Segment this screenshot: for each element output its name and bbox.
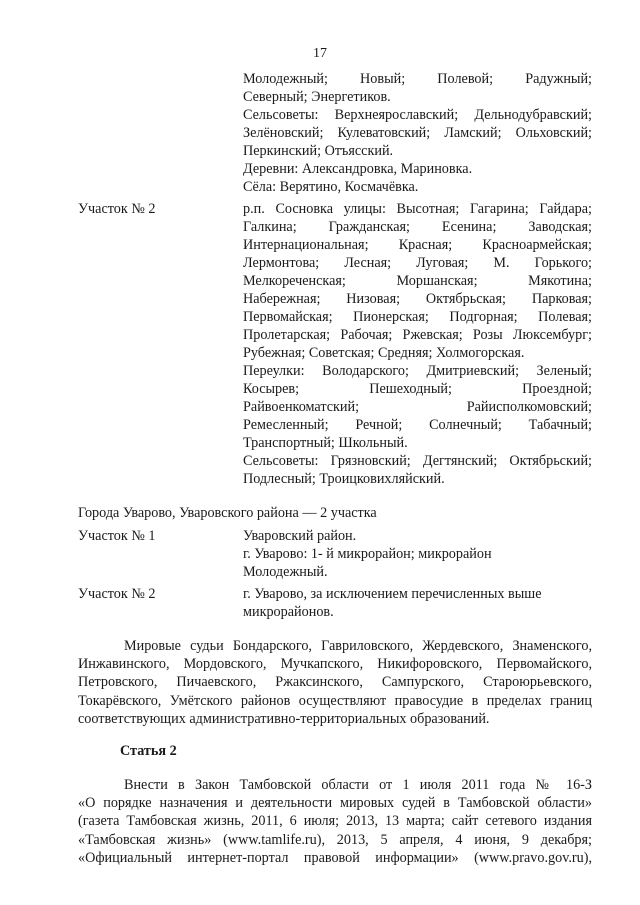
uvarovo-heading: Города Уварово, Уваровского района — 2 участка [78,505,377,521]
paragraph-line: «Официальный интернет-портал правовой информации» (www.pravo.gov.ru), [78,849,592,866]
page-number: 17 [313,46,327,61]
text-line: микрорайонов. [243,604,334,620]
text-line: Молодежный. [243,564,328,580]
text-line: Уваровский район. [243,528,357,544]
text-line: г. Уварово: 1- й микрорайон; микрорайон [243,546,492,562]
text-line: Северный; Энергетиков. [243,89,391,105]
text-line: Переулки: Володарского; Дмитриевский; Зеленый; [243,363,592,379]
text-line: Пролетарская; Рабочая; Ржевская; Розы Люксембург; [243,327,592,343]
top-continuation-block [243,70,592,196]
text-line: Ремесленный; Речной; Солнечный; Табачный; [243,417,592,433]
paragraph-line: Петровского, Пичаевского, Ржаксинского, Сампурского, Староюрьевского, [78,674,592,691]
article-title: Статья 2 [120,743,177,759]
text-line: Первомайская; Пионерская; Подгорная; Полевая; [243,309,592,325]
paragraph-line: Внести в Закон Тамбовской области от 1 июля 2011 года № 16-З [124,777,592,793]
paragraph-line: «Тамбовская жизнь» (www.tamlife.ru), 2013, 5 апреля, 4 июня, 9 декабря; [78,831,592,848]
justices-paragraph [78,637,592,728]
text-line: Молодежный; Новый; Полевой; Радужный; [243,71,592,87]
paragraph-line: «О порядке назначения и деятельности мировых судей в Тамбовской области» [78,795,592,812]
text-line: г. Уварово, за исключением перечисленных выше [243,586,542,602]
text-line: Перкинский; Отъясский. [243,143,394,159]
paragraph-line: соответствующих административно-территориальных образований. [78,710,490,727]
text-line: Райвоенкоматский; Райисполкомовский; [243,399,592,415]
text-line: Сельсоветы: Грязновский; Дегтянский; Октябрьский; [243,453,592,469]
text-line: Зелёновский; Кулеватовский; Ламский; Ольховский; [243,125,592,141]
text-line: Лермонтова; Лесная; Луговая; М. Горького; [243,255,592,271]
text-line: Подлесный; Троицковихляйский. [243,471,445,487]
text-line: Мелкореченская; Моршанская; Мякотина; [243,273,592,289]
uchastok-2-label: Участок № 2 [78,201,156,217]
amendment-paragraph [78,776,592,867]
paragraph-line: Токарёвского, Умётского районов осуществляют правосудие в пределах границ [78,692,592,709]
uvarovo-uchastok-2-label: Участок № 2 [78,586,156,602]
uchastok-2-streets-block [243,200,592,488]
paragraph-line: Мировые судьи Бондарского, Гавриловского, Жердевского, Знаменского, [124,638,592,654]
text-line: Транспортный; Школьный. [243,435,408,451]
uvarovo-uchastok-1-label: Участок № 1 [78,528,156,544]
text-line: Набережная; Низовая; Октябрьская; Парковая; [243,291,592,307]
paragraph-line: Инжавинского, Мордовского, Мучкапского, Никифоровского, Первомайского, [78,656,592,673]
paragraph-line: (газета Тамбовская жизнь, 2011, 6 июля; 2013, 13 марта; сайт сетевого издания [78,813,592,830]
uvarovo-uchastok-1-block [243,527,592,581]
text-line: Сёла: Верятино, Космачёвка. [243,179,419,195]
text-line: Интернациональная; Красная; Красноармейская; [243,237,592,253]
text-line: Косырев; Пешеходный; Проездной; [243,381,592,397]
uvarovo-uchastok-2-block [243,585,592,621]
text-line: Рубежная; Советская; Средняя; Холмогорская. [243,345,525,361]
text-line: Сельсоветы: Верхнеярославский; Дельнодубравский; [243,107,592,123]
text-line: Деревни: Александровка, Мариновка. [243,161,473,177]
text-line: р.п. Сосновка улицы: Высотная; Гагарина; Гайдара; [243,201,592,217]
text-line: Галкина; Гражданская; Есенина; Заводская; [243,219,592,235]
